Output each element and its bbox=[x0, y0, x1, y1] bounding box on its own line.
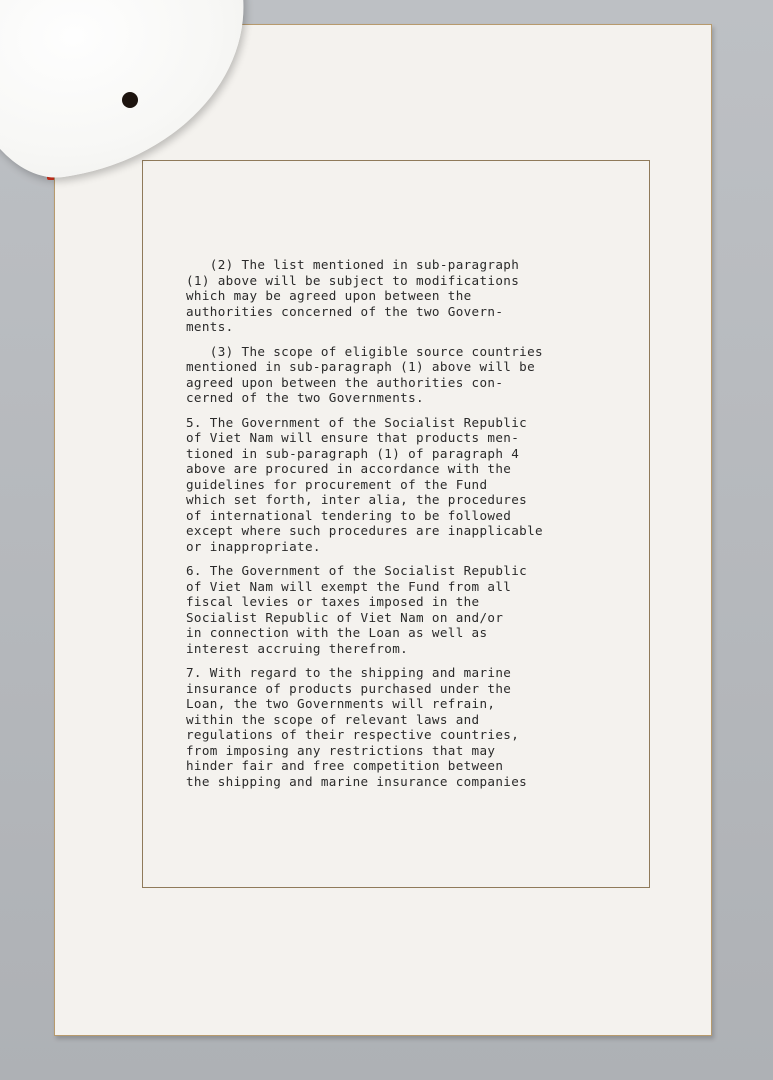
text-line: tioned in sub-paragraph (1) of paragraph 4 bbox=[186, 445, 520, 461]
text-line: (1) above will be subject to modifications bbox=[186, 272, 520, 288]
paragraph-7 bbox=[186, 665, 616, 789]
paragraph-3 bbox=[186, 344, 616, 406]
text-line: (3) The scope of eligible source countries bbox=[186, 343, 543, 359]
punch-hole bbox=[122, 92, 138, 108]
text-line: interest accruing therefrom. bbox=[186, 640, 409, 656]
text-line: of Viet Nam will exempt the Fund from all bbox=[186, 578, 512, 594]
text-line: except where such procedures are inapplicable bbox=[186, 523, 543, 538]
text-line: mentioned in sub-paragraph (1) above will be bbox=[186, 359, 536, 374]
paragraph-2 bbox=[186, 257, 616, 335]
text-line: regulations of their respective countries, bbox=[186, 727, 520, 742]
text-line: guidelines for procurement of the Fund bbox=[186, 476, 488, 492]
text-line: fiscal levies or taxes imposed in the bbox=[186, 594, 480, 609]
text-line: 7. With regard to the shipping and marine bbox=[186, 665, 512, 680]
text-line: Socialist Republic of Viet Nam on and/or bbox=[186, 609, 504, 625]
text-line: (2) The list mentioned in sub-paragraph bbox=[186, 257, 520, 272]
text-line: of Viet Nam will ensure that products men- bbox=[186, 430, 520, 445]
document-page bbox=[54, 24, 712, 1036]
text-line: hinder fair and free competition between bbox=[186, 758, 504, 773]
text-line: 6. The Government of the Socialist Republic bbox=[186, 563, 528, 578]
text-line: insurance of products purchased under the bbox=[186, 680, 512, 696]
text-line: or inappropriate. bbox=[186, 538, 321, 554]
text-line: 5. The Government of the Socialist Republic bbox=[186, 414, 528, 430]
text-line: Loan, the two Governments will refrain, bbox=[186, 696, 496, 711]
text-line: which may be agreed upon between the bbox=[186, 288, 472, 303]
text-line: which set forth, inter alia, the procedures bbox=[186, 492, 528, 507]
text-line: of international tendering to be followed bbox=[186, 507, 512, 523]
text-line: above are procured in accordance with the bbox=[186, 461, 512, 476]
text-line: the shipping and marine insurance companies bbox=[186, 773, 528, 789]
text-line: from imposing any restrictions that may bbox=[186, 742, 496, 758]
text-line: agreed upon between the authorities con- bbox=[186, 374, 504, 390]
paragraph-6 bbox=[186, 563, 616, 656]
text-line: within the scope of relevant laws and bbox=[186, 711, 480, 727]
text-line: cerned of the two Governments. bbox=[186, 390, 424, 405]
document-text bbox=[186, 257, 616, 798]
text-line: in connection with the Loan as well as bbox=[186, 625, 488, 640]
paragraph-5 bbox=[186, 415, 616, 555]
text-line: ments. bbox=[186, 319, 234, 334]
text-line: authorities concerned of the two Govern- bbox=[186, 303, 504, 319]
